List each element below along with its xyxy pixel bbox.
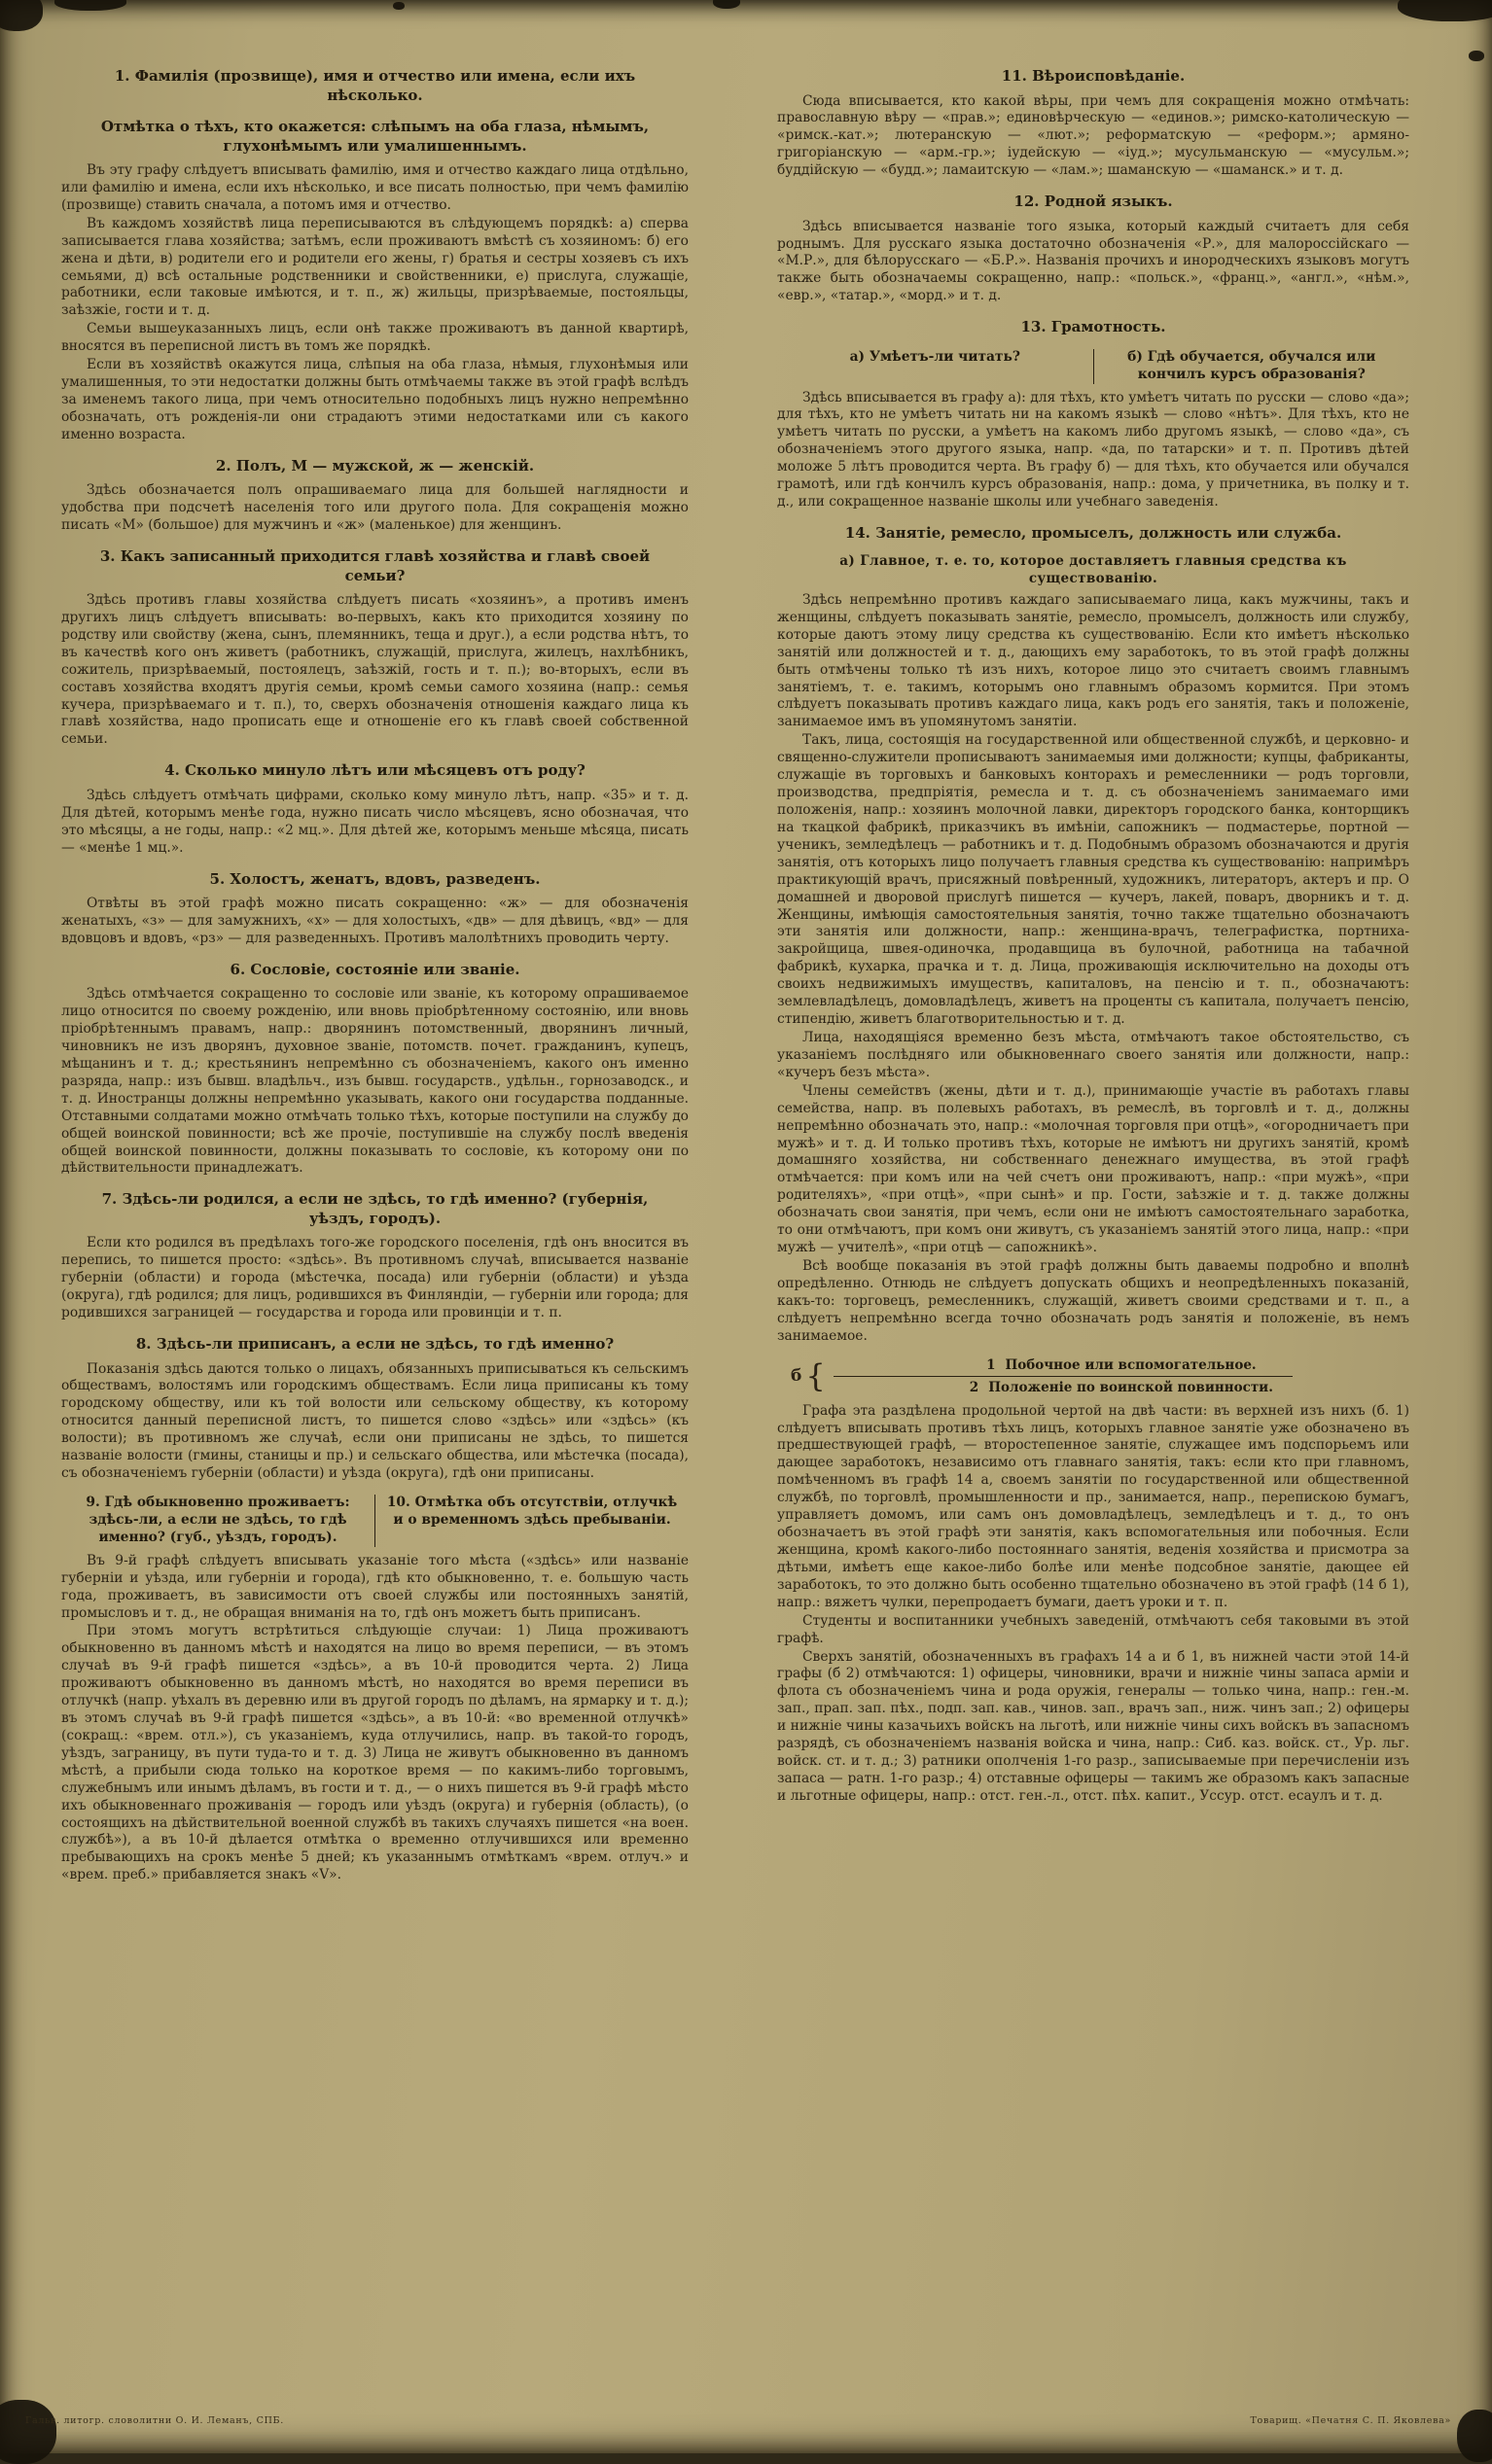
section-heading: 6. Сословіе, состояніе или званіе. [230, 960, 520, 978]
brace-icon: { [805, 1357, 826, 1395]
scan-artifact [713, 0, 740, 9]
paragraph: Всѣ вообще показанія въ этой графѣ должны быть даваемы подробно и вполнѣ опредѣленно. Отнюдь не слѣдуетъ допускать общихъ и неопредѣленныхъ показаній, какъ-то: торговецъ, ремесленникъ, служащій, живетъ своими средствами и т. п., а слѣдуетъ непремѣнно всегда точно обозначать родъ занятія и положеніе, въ немъ занимаемое. [777, 1257, 1409, 1344]
section-heading: 13. Грамотность. [1020, 318, 1166, 336]
paragraph: Студенты и воспитанники учебныхъ заведеній, отмѣчаютъ себя таковыми въ этой графѣ. [777, 1612, 1409, 1646]
paragraph: Здѣсь обозначается полъ опрашиваемаго лица для большей наглядности и удобства при подсчетѣ населенія того или другого пола. Для сокращенія можно писать «М» (большое) для мужчинъ и «ж» (маленькое) для женщинъ. [61, 482, 689, 534]
brace-line-1-text: Побочное или вспомогательное. [1005, 1356, 1257, 1373]
split-heading-right: б) Гдѣ обучается, обучался или кончилъ курсъ образованія? [1127, 348, 1376, 382]
section-heading: 2. Полъ, М — мужской, ж — женскій. [215, 456, 535, 475]
scan-artifact [0, 0, 43, 31]
paragraph: Если въ хозяйствѣ окажутся лица, слѣпыя на оба глаза, нѣмыя, глухонѣмыя или умалишенныя, то эти недостатки должны быть отмѣчаемы также въ этой графѣ вслѣдъ за именемъ такого лица, при чемъ относительно подобныхъ лицъ нужно непремѣнно обозначать, отъ рожденія-ли они страдаютъ этими недостатками или съ какого именно возраста. [61, 357, 689, 442]
paragraph: Въ 9-й графѣ слѣдуетъ вписывать указаніе того мѣста («здѣсь» или названіе губерніи и уѣзда, или губерніи и города), гдѣ кто обыкновенно, т. е. большую часть года, проживаетъ, въ зависимости отъ своей службы или постоянныхъ занятій, промысловъ и т. д., не обращая вниманія на то, гдѣ онъ можетъ быть приписанъ. [61, 1552, 689, 1621]
section-heading: 3. Какъ записанный приходится главѣ хозяйства и главѣ своей семьи? [99, 547, 651, 584]
brace-label: б [791, 1366, 802, 1387]
scan-artifact [1398, 0, 1492, 21]
section-heading: 5. Холостъ, женатъ, вдовъ, разведенъ. [209, 869, 541, 888]
paragraph: Здѣсь непремѣнно противъ каждаго записываемаго лица, какъ мужчины, такъ и женщины, слѣдуетъ показывать занятіе, ремесло, промыселъ, должность или службу, которые даютъ этому лицу средства къ существованію. Если кто имѣетъ нѣсколько занятій или должностей и т. д., дающихъ ему заработокъ, то въ этой графѣ должны быть отмѣчены только тѣ изъ нихъ, которое лицо это считаетъ своимъ главнымъ занятіемъ, т. е. такимъ, которымъ оно главнымъ образомъ кормится. При этомъ слѣдуетъ показывать противъ каждаго лица, какъ родъ его занятія, такъ и положеніе, занимаемое имъ въ упомянутомъ занятіи. [777, 591, 1409, 730]
paragraph: Въ эту графу слѣдуетъ вписывать фамилію, имя и отчество каждаго лица отдѣльно, или фамилію и имена, если ихъ нѣсколько, и все писать полностью, при чемъ фамилію (прозвище) ставить сначала, а потомъ имя и отчество. [61, 162, 689, 213]
left-column [61, 54, 689, 1885]
section-heading: 14. Занятіе, ремесло, промыселъ, должность или служба. [844, 524, 1342, 543]
section-heading: 4. Сколько минуло лѣтъ или мѣсяцевъ отъ роду? [164, 761, 586, 780]
section-heading: 12. Родной языкъ. [1013, 193, 1173, 211]
brace-line-1 [834, 1355, 1409, 1375]
split-heading-right: 10. Отмѣтка объ отсутствіи, отлучкѣ и о временномъ здѣсь пребываніи. [386, 1494, 678, 1528]
paragraph: Если кто родился въ предѣлахъ того-же городского поселенія, гдѣ онъ вносится въ перепись, то пишется просто: «здѣсь». Въ противномъ случаѣ, вписывается названіе губерніи (области) и города (мѣстечка, посада) или губерніи (области) и уѣзда (округа), гдѣ родился; для лицъ, родившихся въ Финляндіи, — губерніи или города; для родившихся заграницей — государства и города или провинціи и т. п. [61, 1235, 689, 1321]
section-heading: 7. Здѣсь-ли родился, а если не здѣсь, то гдѣ именно? (губернія, уѣздъ, городъ). [101, 1190, 649, 1227]
paragraph: Здѣсь противъ главы хозяйства слѣдуетъ писать «хозяинъ», а противъ именъ другихъ лицъ слѣдуетъ вписывать: во-первыхъ, какъ кто приходится хозяину по родству или свойству (жена, сынъ, племянникъ, теща и друг.), а если родства нѣтъ, то въ качествѣ кого онъ живетъ (работникъ, служащій, прислуга, жилецъ, нахлѣбникъ, сожитель, призрѣваемый, постоялецъ, заѣзжій, гость и т. п.); во-вторыхъ, если въ составъ хозяйства входятъ другія семьи, кромѣ семьи самого хозяина (напр.: семья кучера, призрѣваемаго и т. п.), то, сверхъ обозначенія отношенія каждаго лица къ главѣ хозяйства, надо прописать еще и отношеніе его къ главѣ своей собственной семьи. [61, 592, 689, 748]
sub-heading: а) Главное, т. е. то, которое доставляетъ главныя средства къ существованію. [839, 552, 1347, 586]
brace-line-2 [834, 1378, 1409, 1397]
split-heading-left: а) Умѣетъ-ли читать? [849, 348, 1020, 365]
brace-line-1-number: 1 [986, 1356, 996, 1373]
brace-heading [777, 1355, 1409, 1397]
paragraph: Отвѣты въ этой графѣ можно писать сокращенно: «ж» — для обозначенія женатыхъ, «з» — для замужнихъ, «х» — для холостыхъ, «дв» — для дѣвицъ, «вд» — для вдовцовъ и вдовъ, «рз» — для разведенныхъ. Противъ малолѣтнихъ проводить черту. [61, 896, 689, 946]
split-heading-left: 9. Гдѣ обыкновенно проживаетъ: здѣсь-ли, а если не здѣсь, то гдѣ именно? (губ., уѣздъ, городъ). [86, 1494, 350, 1545]
paragraph: Здѣсь вписывается названіе того языка, который каждый считаетъ для себя роднымъ. Для русскаго языка достаточно обозначенія «Р.», для малороссійскаго — «М.Р.», для бѣлорусскаго — «Б.Р.». Названія прочихъ и инородческихъ языковъ могутъ также быть обозначаемы сокращенно, напр.: «польск.», «франц.», «англ.», «нѣм.», «евр.», «татар.», «морд.» и т. д. [777, 218, 1409, 304]
paragraph: Показанія здѣсь даются только о лицахъ, обязанныхъ приписываться къ сельскимъ обществамъ, волостямъ или городскимъ обществамъ. Если лица приписаны къ тому городскому обществу, или къ той волости или сельскому обществу, къ которому относится данный переписной листъ, то пишется слово «здѣсь» или «здѣсь» (къ волости); въ противномъ же случаѣ, если они приписаны не здѣсь, то пишется названіе волости (гмины, станицы и пр.) и сельскаго общества, или мѣстечка (посада), съ обозначеніемъ губерніи (области) и уѣзда (округа), гдѣ они приписаны. [61, 1360, 689, 1482]
brace-line-2-text: Положеніе по воинской повинности. [988, 1379, 1273, 1395]
section-heading: 8. Здѣсь-ли приписанъ, а если не здѣсь, то гдѣ именно? [135, 1335, 615, 1354]
paragraph: При этомъ могутъ встрѣтиться слѣдующіе случаи: 1) Лица проживаютъ обыкновенно въ данномъ мѣстѣ и находятся на лицо во время переписи, — въ этомъ случаѣ въ 9-й графѣ пишется «здѣсь», а въ 10-й проводится черта. 2) Лица проживаютъ обыкновенно въ данномъ мѣстѣ, но находятся во время переписи въ отлучкѣ (напр. уѣхалъ въ деревню или въ другой городъ по дѣламъ, на ярмарку и т. д.); въ этомъ случаѣ въ 9-й графѣ пишется «здѣсь», а въ 10-й: «во временной отлучкѣ» (сокращ.: «врем. отл.»), съ указаніемъ, куда отлучились, напр. въ такой-то городъ, уѣздъ, заграницу, въ пути туда-то и т. д. 3) Лица не живутъ обыкновенно въ данномъ мѣстѣ, а прибыли сюда только на короткое время — по какимъ-либо торговымъ, служебнымъ или инымъ дѣламъ, въ гости и т. д., — о нихъ пишется въ 9-й графѣ мѣсто ихъ обыкновеннаго проживанія — городъ или уѣздъ (округа) и губернія (область), (о состоящихъ на дѣйствительной военной службѣ въ такихъ случаяхъ пишется «на воен. службѣ»), а въ 10-й дѣлается отмѣтка о временно отлучившихся или временно пребывающихъ на срокъ менѣе 5 дней; къ указаннымъ отмѣткамъ «врем. отлуч.» и «врем. преб.» прибавляется знакъ «V». [61, 1623, 689, 1883]
brace-lines [834, 1355, 1409, 1397]
scan-artifact [1457, 2410, 1492, 2462]
paragraph: Такъ, лица, состоящія на государственной или общественной службѣ, и церковно- и священно-служители прописываютъ занимаемыя ими должности; купцы, фабриканты, служащіе въ торговыхъ и банковыхъ конторахъ и ремесленники — родъ торговли, производства, предпріятія, ремесла и т. д. съ обозначеніемъ занимаемаго ими положенія, напр.: хозяинъ молочной лавки, директоръ городского банка, конторщикъ на ткацкой фабрикѣ, приказчикъ въ имѣніи, сапожникъ — подмастерье, портной — ученикъ, земледѣлецъ — работникъ и т. д. Подобнымъ образомъ обозначаются и другія занятія, отъ которыхъ лицо получаетъ главныя средства къ существованію: напримѣръ практикующій врачъ, присяжный повѣренный, художникъ, литераторъ, актеръ и пр. О домашней и дворовой прислугѣ пишется — кучеръ, лакей, поваръ, дворникъ и т. д. Женщины, имѣющія самостоятельныя занятія, точно также тщательно обозначаютъ эти занятія или должности, напр.: женщина-врачъ, телеграфистка, портниха-закройщица, швея-одиночка, продавщица въ булочной, работница на табачной фабрикѣ, кухарка, прачка и т. д. Лица, проживающія исключительно на доходы отъ своихъ недвижимыхъ имуществъ, капиталовъ, на пенсію и т. п., обозначаютъ: землевладѣлецъ, домовладѣлецъ, живетъ на проценты съ капитала, получаетъ пенсію, стипендію, живетъ благотворительностью и т. д. [777, 732, 1409, 1028]
scan-artifact [393, 2, 405, 10]
scan-artifact [1469, 51, 1484, 61]
paragraph: Члены семействъ (жены, дѣти и т. д.), принимающіе участіе въ работахъ главы семейства, напр. въ полевыхъ работахъ, въ ремеслѣ, въ торговлѣ и т. д., должны непремѣнно обозначать это, напр.: «молочная торговля при отцѣ», «огородничаетъ при мужѣ» и т. д. И только противъ тѣхъ, которые не имѣютъ ни другихъ занятій, кромѣ домашняго хозяйства, ни собственнаго денежнаго имущества, въ этой графѣ отмѣчается: при комъ или на чей счетъ они проживаютъ, напр.: «при мужѣ», «при родителяхъ», «при отцѣ», «при сынѣ» и пр. Гости, заѣзжіе и т. д. также должны обозначать свои занятія, при чемъ, если они не имѣютъ самостоятельнаго заработка, то они отмѣчаютъ, при комъ они живутъ, съ указаніемъ занятій этого лица, напр.: «при мужѣ — учителѣ», «при отцѣ — сапожникѣ». [777, 1082, 1409, 1256]
horizontal-rule [834, 1376, 1293, 1377]
paragraph: Графа эта раздѣлена продольной чертой на двѣ части: въ верхней изъ нихъ (б. 1) слѣдуетъ вписывать противъ тѣхъ лицъ, которыхъ главное занятіе уже обозначено въ предшествующей графѣ, — второстепенное занятіе, служащее имъ подспорьемъ или дающее заработокъ, независимо отъ главнаго занятія, такъ: если кто при главномъ, помѣченномъ въ графѣ 14 а, своемъ занятіи по государственной или общественной службѣ, по торговлѣ, промышленности и пр., занимается, напр., перепискою бумагъ, управляетъ домомъ, или самъ онъ домовладѣлецъ, земледѣлецъ и т. д., то онъ обозначаетъ въ этой графѣ эти занятія, какъ вспомогательныя или побочныя. Если женщина, кромѣ какого-либо постояннаго занятія, веденія хозяйства и присмотра за дѣтьми, имѣетъ еще какое-либо болѣе или менѣе подсобное занятіе, дающее ей заработокъ, то это должно быть особенно тщательно обозначено въ этой графѣ (14 б 1), напр.: вяжетъ чулки, перепродаетъ бумаги, даетъ уроки и т. п. [777, 1402, 1409, 1610]
printer-imprint-right: Товарищ. «Печатня С. П. Яковлева» [1250, 2415, 1451, 2426]
paragraph: Сверхъ занятій, обозначенныхъ въ графахъ 14 а и б 1, въ нижней части этой 14-й графы (б 2) отмѣчаются: 1) офицеры, чиновники, врачи и нижніе чины запаса арміи и флота съ обозначеніемъ чина и рода оружія, генералы — только чина, напр.: ген.-м. зап., прап. зап. пѣх., подп. зап. кав., чинов. зап., врачъ зап., ниж. чинъ зап.; 2) офицеры и нижніе чины казачьихъ войскъ на льготѣ, или нижніе чины сихъ войскъ въ запасномъ разрядѣ, съ обозначеніемъ названія войска и чина, напр.: Сиб. каз. войск. ст., Ур. льг. войск. ст. и т. д.; 3) ратники ополченія 1-го разр., записываемые при перечисленіи изъ запаса — ратн. 1-го разр.; 4) отставные офицеры — такимъ же образомъ какъ запасные и льготные офицеры, напр.: отст. ген.-л., отст. пѣх. капит., Уссур. отст. есаулъ и т. д. [777, 1648, 1409, 1804]
section-heading: Отмѣтка о тѣхъ, кто окажется: слѣпымъ на оба глаза, нѣмымъ, глухонѣмымъ или умалишеннымъ. [100, 118, 650, 155]
paragraph: Семьи вышеуказанныхъ лицъ, если онѣ также проживаютъ въ данной квартирѣ, вносятся въ переписной листъ въ томъ же порядкѣ. [61, 321, 689, 355]
paragraph: Здѣсь отмѣчается сокращенно то сословіе или званіе, къ которому опрашиваемое лицо относится по своему рожденію, или вновь пріобрѣтенному состоянію, или вновь пріобрѣтеннымъ правамъ, напр.: дворянинъ потомственный, дворянинъ личный, чиновникъ не изъ дворянъ, духовное званіе, потомств. почет. гражданинъ, купецъ, мѣщанинъ и т. д.; крестьянинъ непремѣнно съ обозначеніемъ, какого онъ именно разряда, напр.: изъ бывш. владѣльч., изъ бывш. государств., удѣльн., горнозаводск., и т. д. Иностранцы должны непремѣнно указывать, какого они государства подданные. Отставными солдатами можно отмѣчать только тѣхъ, которые поступили на службу до общей воинской повинности; всѣ же прочіе, поступившіе на службу послѣ введенія общей воинской повинности, должны показывать то сословіе, къ которому они по дѣйствительности принадлежатъ. [61, 986, 689, 1177]
section-heading: 1. Фамилія (прозвище), имя и отчество или имена, если ихъ нѣсколько. [114, 67, 636, 104]
paragraph: Лица, находящіяся временно безъ мѣста, отмѣчаютъ такое обстоятельство, съ указаніемъ послѣдняго или обыкновеннаго своего занятія или должности, напр.: «кучеръ безъ мѣста». [777, 1030, 1409, 1080]
brace-line-2-number: 2 [969, 1379, 979, 1395]
printer-imprint-left: Гальв. литогр. словолитни О. И. Леманъ, СПБ. [25, 2415, 284, 2426]
split-heading [61, 1495, 689, 1547]
scan-artifact [0, 2400, 56, 2464]
paragraph: Здѣсь слѣдуетъ отмѣчать цифрами, сколько кому минуло лѣтъ, напр. «35» и т. д. Для дѣтей, которымъ менѣе года, нужно писать число мѣсяцевъ, ясно обозначая, что это мѣсяцы, а не годы, напр.: «2 мц.». Для дѣтей же, которымъ меньше мѣсяца, писать — «менѣе 1 мц.». [61, 787, 689, 856]
paragraph: Въ каждомъ хозяйствѣ лица переписываются въ слѣдующемъ порядкѣ: а) сперва записывается глава хозяйства; затѣмъ, если проживаютъ вмѣстѣ съ хозяиномъ: б) его жена и дѣти, в) родители его и родители его жены, г) братья и сестры хозяевъ съ ихъ семьями, д) всѣ остальные родственники и свойственники, е) прислуга, служащіе, работники, если таковые имѣются, и т. п., ж) жильцы, призрѣваемые, постояльцы, заѣзжіе, гости и т. д. [61, 215, 689, 319]
section-heading: 11. Вѣроисповѣданіе. [1001, 67, 1186, 85]
paragraph: Здѣсь вписывается въ графу а): для тѣхъ, кто умѣетъ читать по русски — слово «да»; для тѣхъ, кто не умѣетъ читать ни на какомъ языкѣ — слово «нѣтъ». Для тѣхъ, кто не умѣетъ читать по русски, а умѣетъ на какомъ либо другомъ языкѣ, — слово «да», съ обозначеніемъ этого другого языка, напр. «да, по татарски» и т. п. Противъ дѣтей моложе 5 лѣтъ проводится черта. Въ графу б) — для тѣхъ, кто обучается или обучался грамотѣ, или гдѣ кончилъ курсъ образованія, напр.: дома, у причетника, въ полку и т. д., или сокращенное названіе школы или учебнаго заведенія. [777, 389, 1409, 510]
split-heading [777, 349, 1409, 384]
scan-artifact [54, 0, 126, 11]
paragraph: Сюда вписывается, кто какой вѣры, при чемъ для сокращенія можно отмѣчать: православную вѣру — «прав.»; единовѣрческую — «единов.»; римско-католическую — «римск.-кат.»; лютеранскую — «лют.»; реформатскую — «реформ.»; армяно-григоріанскую — «арм.-гр.»; іудейскую — «іуд.»; мусульманскую — «мусульм.»; буддійскую — «будд.»; ламаитскую — «лам.»; шаманскую — «шаманск.» и т. д. [777, 92, 1409, 179]
right-column [777, 54, 1409, 1807]
